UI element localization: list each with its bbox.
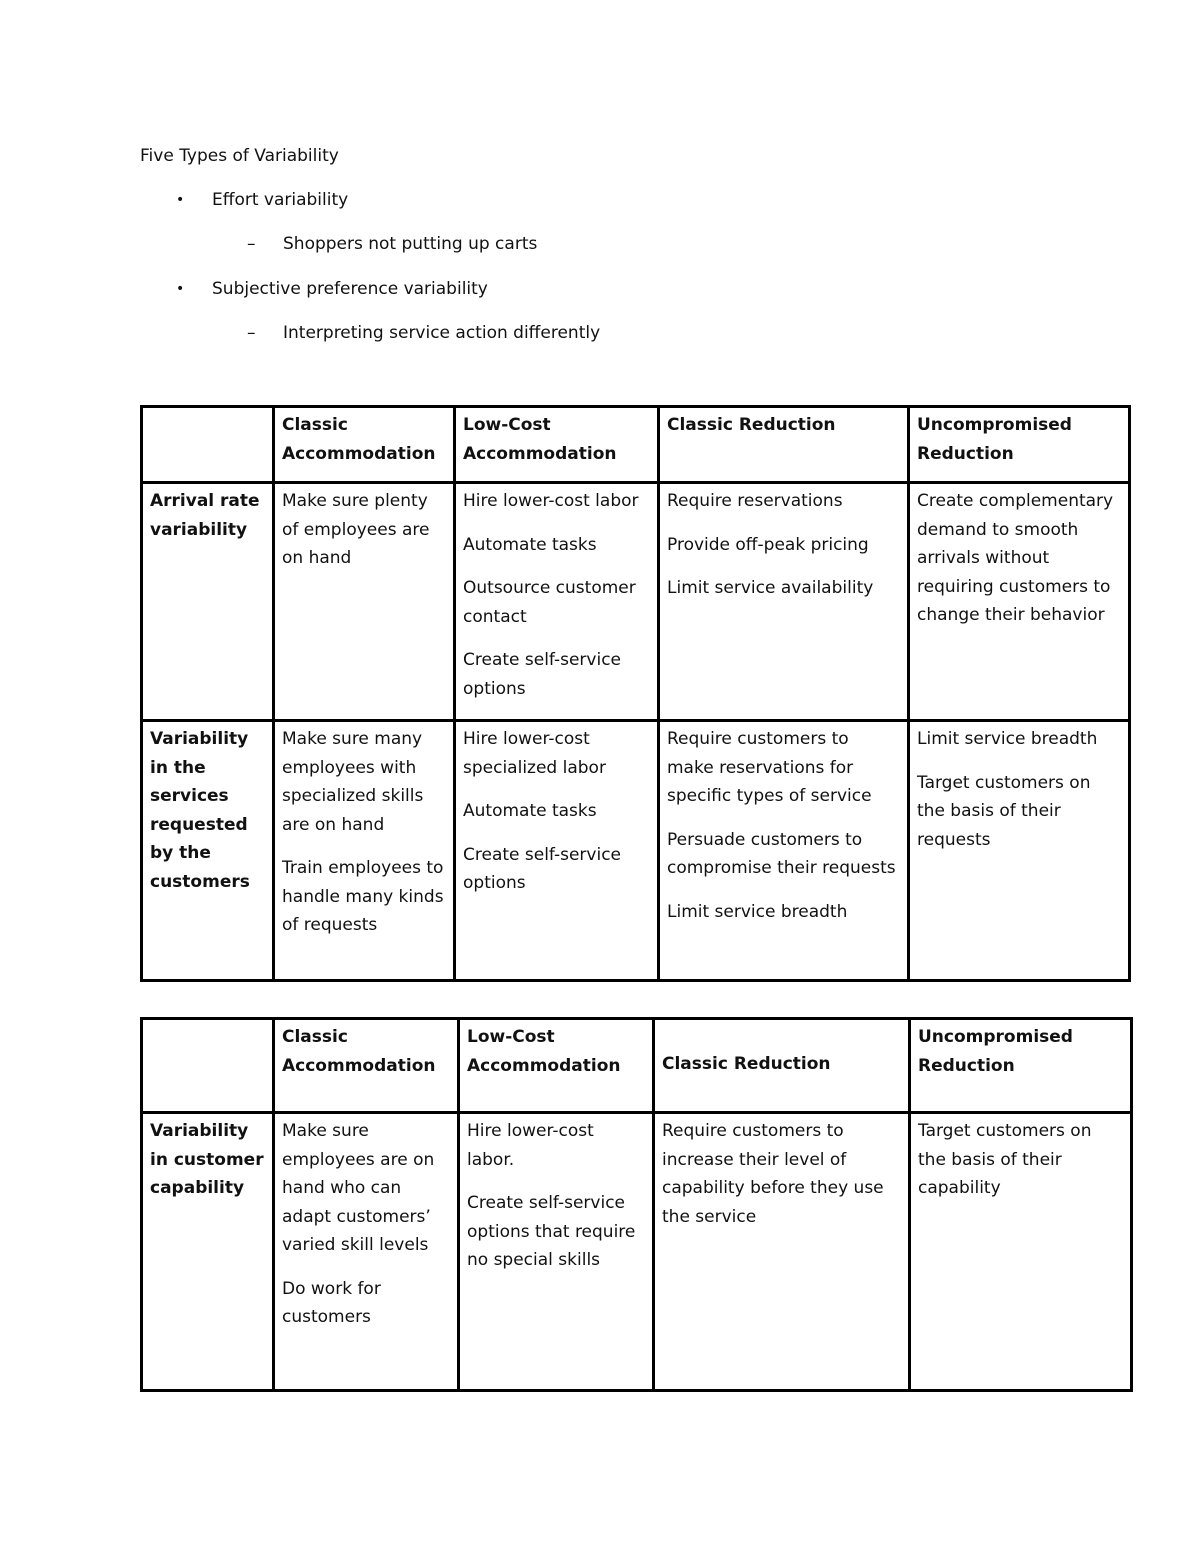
outline-item-4 xyxy=(247,321,601,345)
header-classic-accommodation: Classic Accommodation xyxy=(274,1019,459,1113)
cell-line: Make sure plenty of employees are on hand xyxy=(282,491,430,568)
variability-table-1 xyxy=(140,405,1131,982)
outline-text: Subjective preference variability xyxy=(212,279,488,299)
variability-table-2 xyxy=(140,1017,1133,1392)
cell-line: Make sure many employees with specialized skills are on hand xyxy=(282,729,424,835)
table-header-row xyxy=(142,407,1130,483)
header-uncompromised-reduction: Uncompromised Reduction xyxy=(909,407,1130,483)
cell-line: Train employees to handle many kinds of requests xyxy=(282,858,444,935)
table-row xyxy=(142,721,1130,981)
cell-line: Require reservations xyxy=(667,491,843,511)
header-low-cost-accommodation: Low-Cost Accommodation xyxy=(455,407,659,483)
cell-line: Make sure employees are on hand who can adapt customers’ varied skill levels xyxy=(282,1121,435,1255)
table-cell xyxy=(659,721,909,981)
table-row xyxy=(142,1113,1132,1391)
cell-line: Limit service breadth xyxy=(917,729,1098,749)
outline-text: Effort variability xyxy=(212,190,349,210)
header-corner-cell xyxy=(142,1019,274,1113)
outline-item-3 xyxy=(176,277,488,301)
header-low-cost-accommodation: Low-Cost Accommodation xyxy=(459,1019,654,1113)
table-cell xyxy=(654,1113,910,1391)
table-cell xyxy=(455,721,659,981)
row-label: Variability in the services requested by the customers xyxy=(142,721,274,981)
cell-line: Automate tasks xyxy=(463,534,597,555)
header-classic-reduction: Classic Reduction xyxy=(659,407,909,483)
table-cell xyxy=(909,483,1130,721)
cell-line: Create self-service options that require no special skills xyxy=(467,1193,636,1270)
table-cell xyxy=(274,483,455,721)
cell-line: Limit service availability xyxy=(667,578,874,598)
bullet-marker: • xyxy=(176,192,185,208)
cell-line: Target customers on the basis of their requests xyxy=(917,772,1091,850)
table-cell xyxy=(459,1113,654,1391)
cell-line: Automate tasks xyxy=(463,801,597,821)
page-title: Five Types of Variability xyxy=(140,146,339,166)
table-cell xyxy=(909,721,1130,981)
table-cell xyxy=(274,1113,459,1391)
bullet-marker: • xyxy=(176,281,185,297)
cell-line: Outsource customer contact xyxy=(463,578,636,627)
outline-item-2 xyxy=(247,232,538,256)
cell-line: Create complementary demand to smooth arrivals without requiring customers to change their behavior xyxy=(917,491,1114,625)
cell-line: Limit service breadth xyxy=(667,901,848,922)
table-cell xyxy=(455,483,659,721)
row-label: Variability in customer capability xyxy=(142,1113,274,1391)
header-uncompromised-reduction: Uncompromised Reduction xyxy=(910,1019,1132,1113)
header-classic-reduction: Classic Reduction xyxy=(654,1019,910,1113)
cell-line: Require customers to make reservations for specific types of service xyxy=(667,729,872,806)
header-corner-cell xyxy=(142,407,274,483)
cell-line: Do work for customers xyxy=(282,1278,381,1327)
table-cell xyxy=(274,721,455,981)
cell-line: Persuade customers to compromise their requests xyxy=(667,829,896,878)
cell-line: Require customers to increase their level of capability before they use the service xyxy=(662,1121,884,1227)
outline-text: Interpreting service action differently xyxy=(283,323,601,343)
cell-line: Hire lower-cost labor. xyxy=(467,1121,594,1170)
cell-line: Create self-service options xyxy=(463,844,622,893)
cell-line: Target customers on the basis of their capability xyxy=(918,1121,1092,1198)
header-classic-accommodation: Classic Accommodation xyxy=(274,407,455,483)
outline-text: Shoppers not putting up carts xyxy=(283,234,538,254)
cell-line: Provide off-peak pricing xyxy=(667,534,869,555)
cell-line: Hire lower-cost labor xyxy=(463,491,639,511)
table-header-row xyxy=(142,1019,1132,1113)
table-cell xyxy=(659,483,909,721)
dash-marker: – xyxy=(247,323,256,343)
dash-marker: – xyxy=(247,234,256,254)
row-label: Arrival rate variability xyxy=(142,483,274,721)
cell-line: Create self-service options xyxy=(463,650,622,699)
table-cell xyxy=(910,1113,1132,1391)
cell-line: Hire lower-cost specialized labor xyxy=(463,729,606,778)
table-row xyxy=(142,483,1130,721)
outline-item-1 xyxy=(176,188,349,212)
